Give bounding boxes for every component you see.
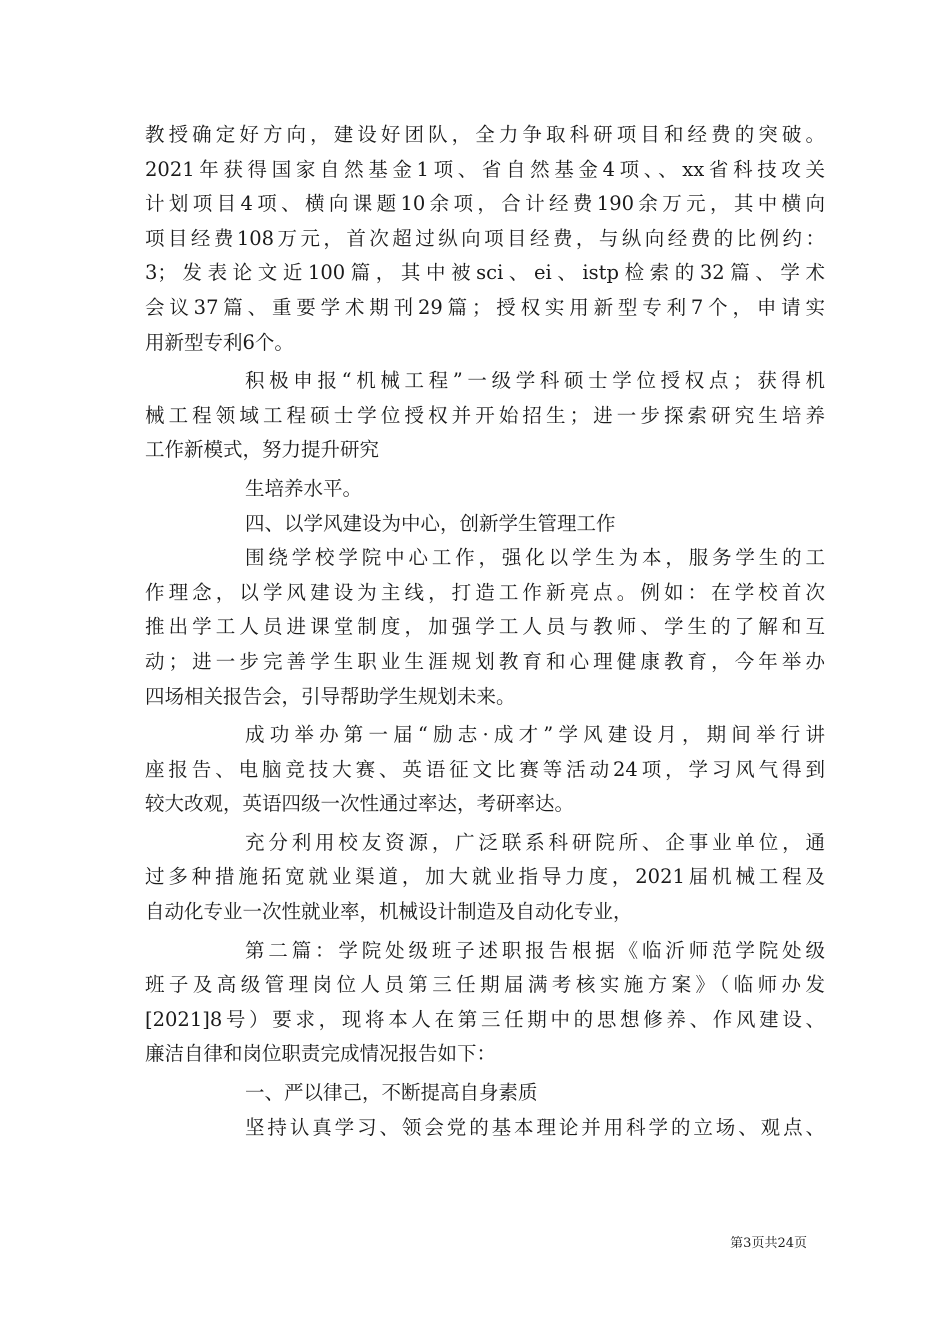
text-line: 项目经费108万元，首次超过纵向项目经费，与纵向经费的比例约： — [145, 226, 825, 250]
text-line: [2021]8号）要求，现将本人在第三任期中的思想修养、作风建设、 — [145, 1007, 825, 1031]
text-line: 生培养水平。 — [245, 476, 363, 500]
text-line: 充分利用校友资源，广泛联系科研院所、企事业单位，通 — [245, 830, 825, 854]
text-line: 积极申报“机械工程”一级学科硕士学位授权点；获得机 — [245, 369, 825, 393]
text-line: 班子及高级管理岗位人员第三任期届满考核实施方案》（临师办发 — [145, 973, 825, 997]
text-line: 用新型专利6个。 — [145, 330, 294, 354]
text-line: 四场相关报告会，引导帮助学生规划未来。 — [145, 684, 516, 708]
text-line: 第二篇：学院处级班子述职报告根据《临沂师范学院处级 — [245, 938, 825, 962]
text-line: 座报告、电脑竞技大赛、英语征文比赛等活动24项，学习风气得到 — [145, 757, 825, 781]
text-line: 械工程领域工程硕士学位授权并开始招生；进一步探索研究生培养 — [145, 403, 825, 427]
text-line: 教授确定好方向，建设好团队，全力争取科研项目和经费的突破。 — [145, 123, 825, 146]
text-line: 推出学工人员进课堂制度，加强学工人员与教师、学生的了解和互 — [145, 615, 825, 639]
document-body — [145, 118, 825, 1145]
text-line: 工作新模式，努力提升研究 — [145, 438, 380, 462]
text-line: 廉洁自律和岗位职责完成情况报告如下： — [145, 1042, 497, 1066]
text-line: 2021年获得国家自然基金1项、省自然基金4项、、xx省科技攻关 — [145, 157, 825, 181]
section-heading: 四、以学风建设为中心，创新学生管理工作 — [245, 511, 616, 535]
text-line: 3；发表论文近100篇，其中被sci、ei、istp检索的32篇、学术 — [145, 261, 825, 285]
text-line: 过多种措施拓宽就业渠道，加大就业指导力度，2021届机械工程及 — [145, 865, 825, 889]
text-line: 较大改观，英语四级一次性通过率达，考研率达。 — [145, 792, 575, 816]
text-line: 作理念，以学风建设为主线，打造工作新亮点。例如：在学校首次 — [145, 580, 825, 604]
text-line: 自动化专业一次性就业率，机械设计制造及自动化专业， — [145, 900, 633, 924]
text-line: 动；进一步完善学生职业生涯规划教育和心理健康教育，今年举办 — [145, 649, 825, 673]
section-heading: 一、严以律己，不断提高自身素质 — [245, 1081, 538, 1105]
page-number: 第3页共24页 — [730, 1236, 807, 1251]
text-line: 会议37篇、重要学术期刊29篇；授权实用新型专利7个，申请实 — [145, 295, 825, 319]
text-line: 成功举办第一届“励志·成才”学风建设月，期间举行讲 — [245, 723, 825, 747]
text-line: 计划项目4项、横向课题10余项，合计经费190余万元，其中横向 — [145, 192, 825, 216]
text-line: 围绕学校学院中心工作，强化以学生为本，服务学生的工 — [245, 546, 825, 570]
text-line: 坚持认真学习、领会党的基本理论并用科学的立场、观点、 — [245, 1115, 825, 1139]
